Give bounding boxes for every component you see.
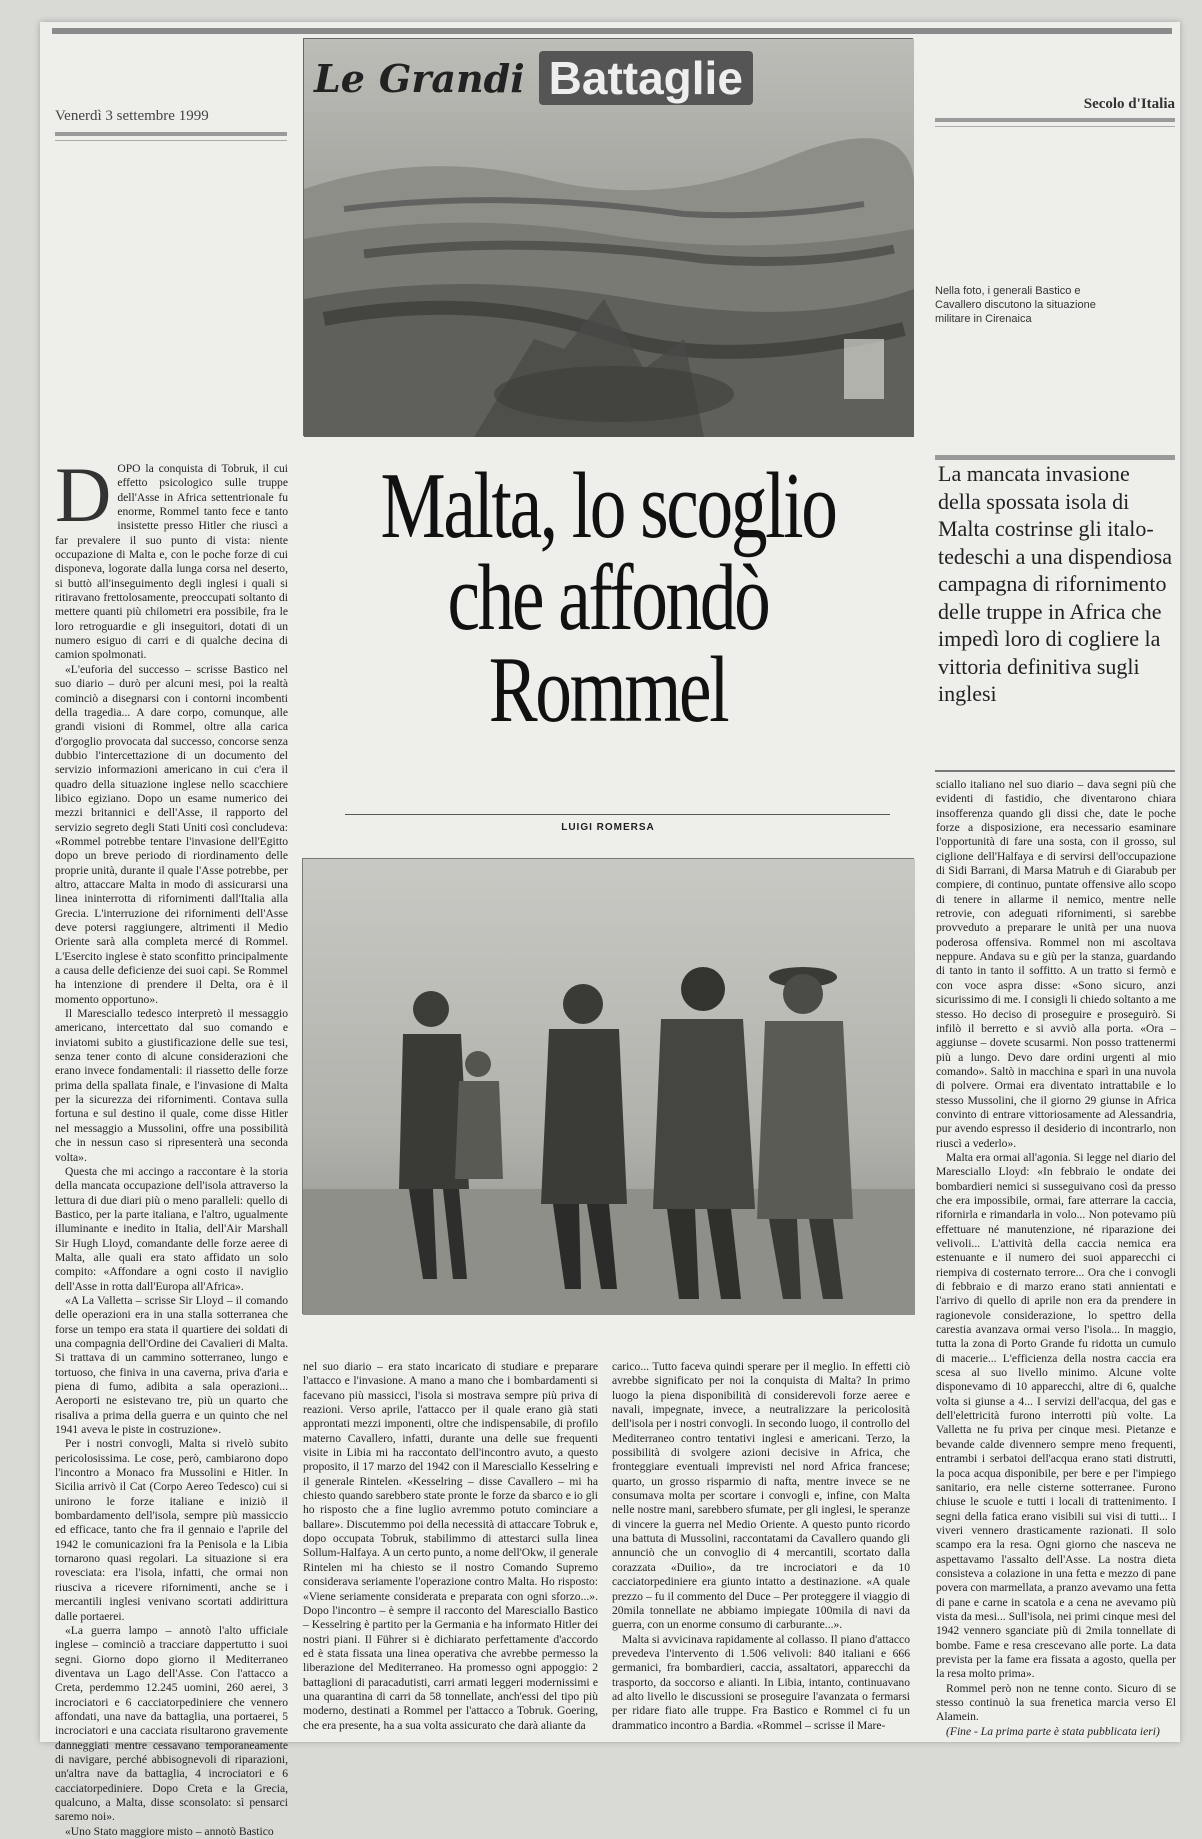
newspaper-name: Secolo d'Italia: [1083, 96, 1175, 112]
series-title: [314, 47, 904, 109]
officers-photo-image: [303, 859, 915, 1315]
headline: [370, 454, 846, 742]
col1-paragraph: «A La Valletta – scrisse Sir Lloyd – il comando delle operazioni era in una stalla sotterranea che forse un tempo era stata il quartiere dei soldati di una compagnia dell'Ordine dei Cavalieri di Malta. Si trattava di un cammino sotterraneo, lungo e tortuoso, che finiva in una caverna, priva d'aria e piena di fumo, adibita a sala operazioni... Aeroporti ne esistevano tre, più un quarto che risaliva a prima della guerra e un quinto che nel 1941 aveva le piste in costruzione».: [55, 1293, 288, 1437]
col2-paragraph: nel suo diario – era stato incaricato di studiare e preparare l'attacco e l'invasione. A mano a mano che i bombardamenti si facevano più massicci, l'isola si mostrava sempre più priva di reazioni. Verso aprile, l'attacco per il quale erano già stati approntati mezzi imponenti, oltre che indispensabile, di profilo materno Cavallero, infatti, durante una delle sue frequenti visite in Libia mi ha raccontato dell'incontro avuto, a questo proposito, il 17 marzo del 1942 con il Maresciallo Kesselring e il generale Rintelen. «Kesselring – disse Cavallero – mi ha chiesto quando sarebbero state pronte le forze da sbarco e io gli ho risposto che a fine luglio avremmo potuto cominciare a ballare». Discutemmo poi della necessità di attaccare Tobruk e, dopo occupata Tobruk, stabilimmo di attestarci sulla linea Sollum-Halfaya. A un certo punto, a nome dell'Okw, il generale Rintelen mi ha chiesto se il nostro Comando Supremo considerava seriamente l'operazione contro Malta. Ho risposto: «Viene seriamente considerata e preparata con ogni sforzo...». Dopo l'incontro – è sempre il racconto del Maresciallo Bastico – Kesselring è partito per la Germania e ha informato Hitler dei nostri piani. Il Führer si è dichiarato perfettamente d'accordo ed è stata fissata una linea operativa che avrebbe permesso la liberazione del Mediterraneo. Ha promesso ogni appoggio: 2 battaglioni di paracadutisti, carri armati leggeri modernissimi e una quarantina di carri da 58 tonnellate, anch'essi del tipo più moderno, destinati a Rommel per l'attacco a Tobruk. Goering, che era presente, ha a sua volta assicurato che darà aliante da: [303, 1360, 598, 1732]
top-rule: [52, 28, 1172, 34]
series-title-word-1: Le: [314, 55, 365, 101]
col1-paragraph: «La guerra lampo – annotò l'alto ufficiale inglese – cominciò a tracciare dappertutto i suoi segni. Giorno dopo giorno il Mediterraneo diventava un Lago dell'Asse. Con l'attacco a Creta, perdemmo 12.245 uomini, 260 aerei, 3 incrociatori e 6 cacciatorpediniere che vennero affondati, una nave da battaglia, una portaerei, 5 incrociatori e una cacciata risultarono gravemente danneggiati mentre cessavano temporaneamente di navigare, perché abbisognevoli di riparazioni, un'altra nave da battaglia, 4 incrociatori e 6 cacciatorpediniere. Dopo Creta e la Grecia, qualcuno, a Malta, disse sconsolato: sì pensarci saremo noi».: [55, 1623, 288, 1824]
headline-line-3: Rommel: [488, 638, 728, 742]
headline-rule: [345, 814, 890, 815]
col3-paragraph: Malta si avvicinava rapidamente al collasso. Il piano d'attacco prevedeva l'intervento di 1.506 velivoli: 840 italiani e 666 germanici, fra bombardieri, caccia, assaltatori, apparecchi da trasporto, da soccorso e alianti. In Libia, intanto, continuavano ad alto livello le discussioni se proseguire l'avanzata o fermarsi per ridare fiato alle truppe. Fra Bastico e Rommel ci fu un drammatico incontro a Bardia. «Rommel – scrisse il Mare-: [612, 1632, 910, 1732]
officers-photo: [302, 858, 914, 1314]
col1-paragraph: «Uno Stato maggiore misto – annotò Bastico: [65, 1824, 274, 1838]
article-column-4: [936, 778, 1176, 1738]
col1-paragraph: Questa che mi accingo a raccontare è la storia della mancata occupazione dell'isola attraverso la lettura di due diari più o meno paralleli: quello di Bastico, per la parte italiana, e l'altro, ugualmente illuminante e inedito in Italia, dell'Air Marshall Sir Hugh Lloyd, comandante delle forze aeree di Malta, alle quali era stato affidato un solo compito: «Affondare a ogni costo il naviglio dell'Asse in rotta dall'Europa all'Africa».: [55, 1164, 288, 1293]
article-column-3: [612, 1360, 910, 1732]
masthead-rule: [935, 118, 1175, 122]
series-title-word-3: Battaglie: [539, 51, 753, 105]
standfirst-bottom-rule: [935, 770, 1175, 772]
issue-date: Venerdì 3 settembre 1999: [55, 108, 209, 124]
col4-paragraph: sciallo italiano nel suo diario – dava segni più che evidenti di fastidio, che diventarono chiara insofferenza quando gli dissi che, date le poche forze a disposizione, era necessario esaminare l'opportunità di fare una sosta, con il grosso, sul ciglione dell'Halfaya e di servirsi dell'occupazione di Sidi Barrani, di Marsa Matruh e di Giarabub per compiere, di continuo, puntate offensive allo scopo di tenere in allarme il nemico, mentre nelle retrovie, con adeguati rifornimenti, si sarebbe provveduto a preparare le unità per una nuova poderosa offensiva. Rommel non mi ascoltava neppure. Andava su e giù per la stanza, guardando di tanto in tanto il soffitto. A un tratto si fermò e con voce aspra disse: «Sono sicuro, anzi sicurissimo di me. I consigli li chiedo soltanto a me stesso. Ho deciso di proseguire e proseguirò. Si infilò il berretto e si avviò alla porta. «Ora – aggiunse – dovete scusarmi. Non posso trattenermi più a lungo. Devo dare ordini urgenti al mio comando». Saltò in macchina e sparì in una nuvola di polvere. Ormai era diventato intrattabile e lo stesso Mussolini, che il giorno 29 giunse in Africa convinto di entrare vittoriosamente ad Alessandria, pur avendo espresso il desiderio di incontrarlo, non riuscì a vederlo».: [936, 778, 1176, 1150]
headline-line-2: che affondò: [447, 546, 769, 650]
series-banner: [303, 38, 913, 436]
headline-line-1: Malta, lo scoglio: [380, 454, 836, 558]
col1-paragraph: «L'euforia del successo – scrisse Bastico nel suo diario – durò per alcuni mesi, poi la realtà cominciò a disegnarsi con i contorni incombenti della tragedia... A dare corpo, comunque, alle grandi visioni di Rommel, oltre alla carica d'orgoglio provocata dal successo, concorse senza dubbio l'intercettazione di un documento del servizio informazioni americano in cui c'era il quadro della situazione inglese nello scacchiere libico egiziano. Dopo un esame numerico dei mezzi britannici e dell'Asse, il rapporto del servizio segreto degli Stati Uniti così concludeva: «Rommel potrebbe tentare l'invasione dell'Egitto dopo un breve periodo di riordinamento delle proprie unità, durante il quale l'Asse potrebbe, per altro, attaccare Malta in modo di assicurarsi una linea ininterrotta di rifornimenti dall'Italia alla Grecia. L'interruzione dei rifornimenti dell'Asse deve potersi raggiungere, altrimenti il Medio Oriente sarà alla completa mercé di Rommel. L'Esercito inglese è stato sconfitto principalmente a causa delle deficienze dei suoi capi. Se Rommel ha intenzione di prendere il Delta, ora è il momento opportuno».: [55, 662, 288, 1006]
article-column-1: [55, 451, 288, 1838]
series-title-word-2: Grandi: [378, 55, 525, 101]
col3-paragraph: carico... Tutto faceva quindi sperare per il meglio. In effetti ciò avrebbe significato per noi la conquista di Malta? In primo luogo la piena disponibilità di considerevoli forze aeree e navali, impegnate, invece, a neutralizzare la pericolosità dell'isola per i nostri convogli. In secondo luogo, il controllo del Mediterraneo contro tentativi inglesi e americani. Terzo, la possibilità di svolgere azioni decisive in Africa, che fronteggiare eventuali imprevisti nel nord Africa francese; quarto, un grosso risparmio di nafta, mentre invece se ne consumava molta per scortare i convogli e, infine, con Malta nelle nostre mani, sarebbero sfumate, per gli inglesi, le speranze di vincere la guerra nel Medio Oriente. A questo punto ricordo una battuta di Mussolini, raccontatami da Cavallero quando gli annunciò che un convoglio di 4 mercantili, scortato dalla corazzata «Duilio», da tre incrociatori e da 10 cacciatorpediniere era giunto intatto a destinazione. «A quale prezzo – fu il commento del Duce – Per proteggere il viaggio di 20mila tonnellate ne abbiamo impiegate 100mila di navi da guerra, con un enorme consumo di carburante...».: [612, 1360, 910, 1632]
col1-paragraph: Il Maresciallo tedesco interpretò il messaggio americano, intercettato dal suo comando e inviatomi subito a giustificazione delle sue tesi, senza tener conto di alcune considerazioni che erano invece fondamentali: il riassetto delle forze prima della spallata finale, e l'invasione di Malta per la sicurezza dei rifornimenti. Contava sulla fortuna e sul destino il quale, come disse Hitler nel messaggio a Mussolini, offre una possibilità che in nessun caso si ripresenterà una seconda volta».: [55, 1007, 288, 1164]
masthead-rule-thin: [935, 126, 1175, 127]
drop-cap: D: [55, 451, 112, 538]
col4-footnote: (Fine - La prima parte è stata pubblicata ieri): [946, 1724, 1160, 1738]
photo-caption: Nella foto, i generali Bastico e Cavallero discutono la situazione militare in Cirenaica: [935, 285, 1096, 325]
col1-paragraph: OPO la conquista di Tobruk, il cui effetto psicologico sulle truppe dell'Asse in Africa settentrionale fu enorme, Rommel tanto fece e tanto insistette presso Hitler che riuscì a far prevalere il suo punto di vista: niente occupazione di Malta e, con le poche forze di cui disponeva, logorate dalla lunga corsa nel deserto, si buttò all'inseguimento degli inglesi i quali si ritiravano frettolosamente, preoccupati soltanto di mettere quanti più chilometri era possibile, fra le loro retroguardie e gli inseguitori, dotati di un numero esiguo di carri e di qualche decina di camion spolmonati.: [55, 462, 288, 662]
col1-paragraph: Per i nostri convogli, Malta si rivelò subito pericolosissima. Le cose, però, cambiarono dopo l'incontro a Monaco fra Mussolini e Hitler. In Sicilia arrivò il Cat (Corpo Aereo Tedesco) cui si unirono le forze italiane e iniziò il bombardamento dell'isola, sempre più massiccio ed efficace, tanto che fra il gennaio e l'aprile del 1942 le comunicazioni fra la Penisola e la Libia tornarono quasi regolari. La situazione si era rovesciata: era l'isola, infatti, che ormai non riusciva a ricevere rifornimenti, anche se i mercantili inglesi venivano scortati addirittura dalle portaerei.: [55, 1437, 288, 1623]
standfirst: La mancata invasione della spossata isola di Malta costrinse gli italo-tedeschi a una dispendiosa campagna di rifornimento delle truppe in Africa che impedì loro di cogliere la vittoria definitiva sugli inglesi: [938, 461, 1172, 706]
date-rule-thin: [55, 140, 287, 141]
byline: LUIGI ROMERSA: [561, 822, 655, 833]
date-rule: [55, 132, 287, 136]
article-column-2: [303, 1360, 598, 1732]
col4-paragraph: Rommel però non ne tenne conto. Sicuro di se stesso continuò la sua frenetica marcia verso El Alamein.: [936, 1681, 1176, 1724]
col4-paragraph: Malta era ormai all'agonia. Si legge nel diario del Maresciallo Lloyd: «In febbraio le ondate dei bombardieri nemici si susseguivano così da presso che era impossibile, ormai, fare atterrare la caccia, rifornirla e rimandarla in volo... Non potevamo più effettuare né manutenzione, né riparazione dei velivoli... L'attività della caccia nemica era estenuante e il numero dei suoi apparecchi ci riempiva di costernato terrore... Ora che i convogli di febbraio e di marzo erano stati annientati e l'arrivo di quello di aprile non era da prendere in ragionevole considerazione, lo spettro della carestia avanzava ormai verso l'isola... In maggio, tutta la zona di Porto Grande fu ridotta un cumulo di macerie... L'efficienza della nostra caccia era scesa al suo livello minimo. Alcune volte disponevamo di 10 apparecchi, altre di 6, qualche volta si giunse a 4... I servizi dell'acqua, del gas e dell'elettricità furono interrotti più volte. La Valletta ne fu priva per cinque mesi. Pietanze e bevande calde divennero sempre meno frequenti, entrambi i serbatoi dell'acqua erano stati distrutti, la poca acqua disponibile, per bere e per l'impiego sanitario, era nelle cisterne sotterranee. Furono chiuse le scuole e tutti i locali di trattenimento. I segni della fatica erano visibili sui visi di tutti... I viveri vennero drasticamente razionati. Il solo scampo era la resa. Ogni giorno che nasceva ne aspettavamo l'assalto dell'Asse. La nostra dieta consisteva a colazione in una fetta e mezzo di pane povera con marmellata, a pranzo avevamo una fetta di pane e carne in scatola e a cena ne avevamo più vista da mesi... Sull'isola, nei primi cinque mesi del 1942 vennero sganciate più di 2mila tonnellate di bombe. Fame e resa crescevano alle porte. La data prevista per la fame era fissata a agosto, quella per la resa molto prima».: [936, 1150, 1176, 1681]
